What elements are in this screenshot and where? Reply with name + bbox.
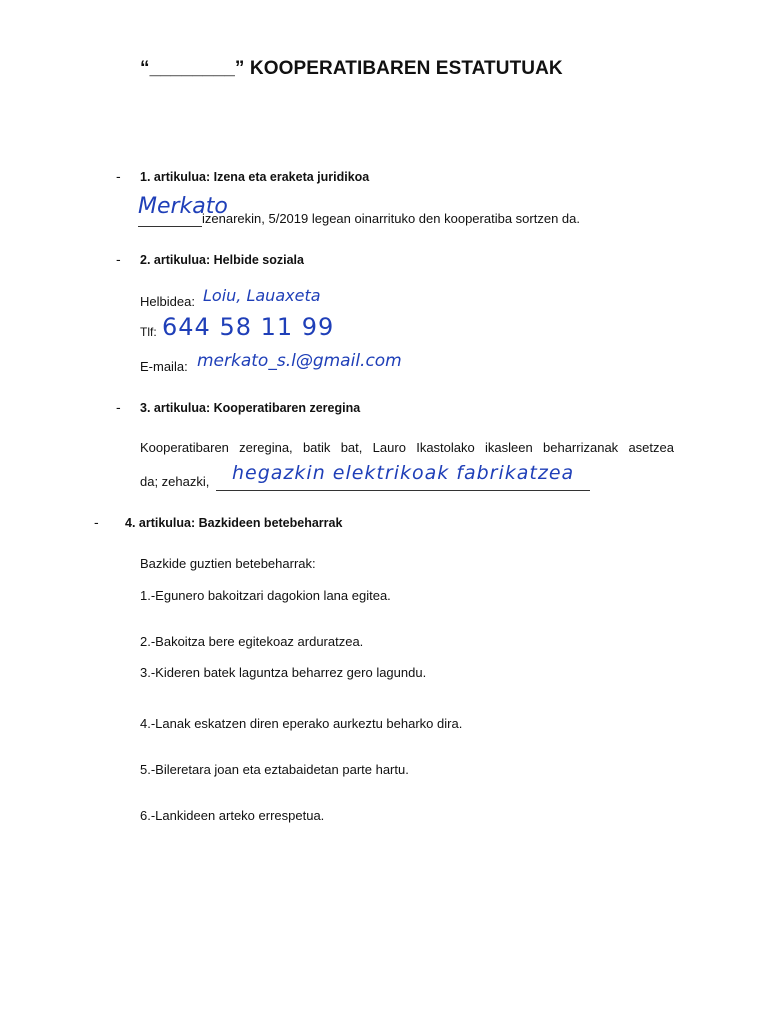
article-4-heading: 4. artikulua: Bazkideen betebeharrak (125, 516, 343, 530)
obligation-item: 4.-Lanak eskatzen diren eperako aurkeztu beharko dira. (140, 716, 463, 731)
handwritten-email: merkato_s.l@gmail.com (197, 351, 402, 371)
article-3-line-2-prefix: da; zehazki, (140, 474, 210, 489)
handwritten-address: Loiu, Lauaxeta (203, 286, 321, 305)
phone-label: Tlf: (140, 325, 157, 339)
obligation-item: 2.-Bakoitza bere egitekoaz arduratzea. (140, 634, 364, 649)
bullet-dash: - (116, 399, 121, 415)
article-4-intro: Bazkide guztien betebeharrak: (140, 556, 316, 571)
bullet-dash: - (116, 251, 121, 267)
article-1-text: izenarekin, 5/2019 legean oinarrituko den kooperatiba sortzen da. (202, 211, 580, 226)
document-title: “________” KOOPERATIBAREN ESTATUTUAK (140, 58, 563, 79)
article-2-heading: 2. artikulua: Helbide soziala (140, 253, 304, 267)
article-1-heading: 1. artikulua: Izena eta eraketa juridikoa (140, 170, 370, 184)
article-3-line-1: Kooperatibaren zeregina, batik bat, Lauro Ikastolako ikasleen beharrizanak asetzea (140, 440, 674, 455)
bullet-dash: - (116, 168, 121, 184)
obligation-item: 5.-Bileretara joan eta eztabaidetan parte hartu. (140, 762, 409, 777)
handwritten-cooperative-name: Merkato (138, 194, 228, 219)
handwritten-phone: 644 58 11 99 (162, 313, 335, 341)
obligation-item: 6.-Lankideen arteko errespetua. (140, 808, 325, 823)
handwritten-purpose: hegazkin elektrikoak fabrikatzea (232, 462, 575, 484)
address-label: Helbidea: (140, 294, 195, 309)
bullet-dash: - (94, 514, 99, 530)
obligation-item: 1.-Egunero bakoitzari dagokion lana egitea. (140, 588, 391, 603)
name-fill-line (138, 192, 228, 227)
obligation-item: 3.-Kideren batek laguntza beharrez gero lagundu. (140, 665, 427, 680)
article-3-heading: 3. artikulua: Kooperatibaren zeregina (140, 401, 361, 415)
purpose-fill-line (216, 462, 590, 491)
email-label: E-maila: (140, 359, 188, 374)
